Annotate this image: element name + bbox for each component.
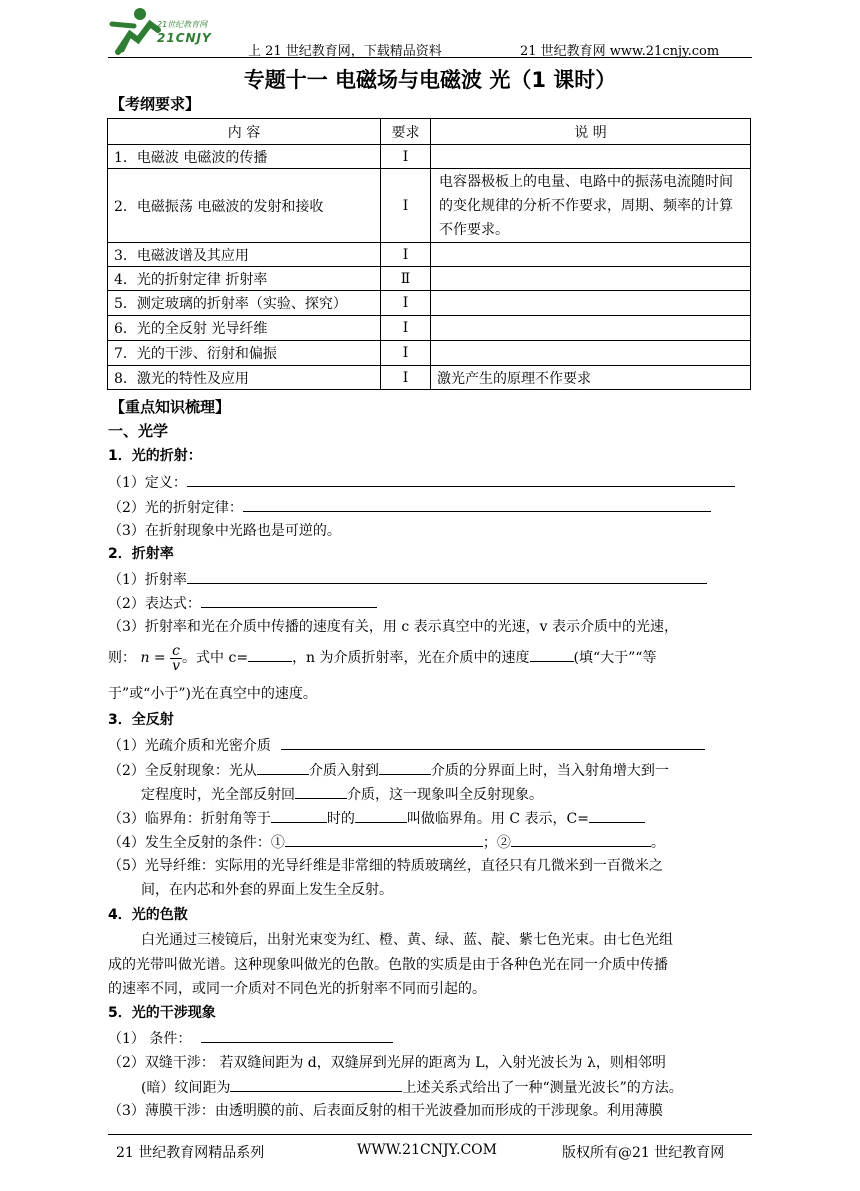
media-blank[interactable] bbox=[281, 735, 705, 750]
footer-copyright: 版权所有@21 世纪教育网 bbox=[562, 1145, 725, 1161]
row-content: 4．光的折射定律 折射率 bbox=[108, 267, 381, 291]
s1-reversible: （3）在折射现象中光路也是可逆的。 bbox=[108, 523, 341, 539]
table-row bbox=[108, 341, 751, 366]
s2-n-text: ，n 为介质折射率，光在介质中的速度 bbox=[292, 650, 530, 666]
refraction-angle-blank[interactable] bbox=[271, 808, 327, 823]
fringe-spacing-blank[interactable] bbox=[230, 1077, 402, 1092]
row-content: 5．测定玻璃的折射率（实验、探究） bbox=[108, 291, 381, 316]
table-row bbox=[108, 291, 751, 316]
table-header-row bbox=[108, 119, 751, 145]
s5-thin-film: （3）薄膜干涉：由透明膜的前、后表面反射的相干光波叠加而形成的干涉现象。利用薄膜 bbox=[108, 1103, 663, 1119]
row-level: Ⅰ bbox=[381, 145, 431, 169]
table-row bbox=[108, 169, 751, 243]
table-row bbox=[108, 145, 751, 169]
row-note bbox=[431, 316, 751, 341]
table-row bbox=[108, 316, 751, 341]
s3-fiber: （5）光导纤维：实际用的光导纤维是非常细的特质玻璃丝，直径只有几微米到一百微米之 bbox=[108, 858, 663, 874]
table-row bbox=[108, 267, 751, 291]
s1-title: 1．光的折射： bbox=[108, 448, 202, 464]
formula-lhs: n = bbox=[140, 650, 166, 666]
site-logo bbox=[108, 4, 228, 56]
from-medium-blank[interactable] bbox=[257, 760, 309, 775]
s3-phenomenon bbox=[108, 760, 669, 781]
s4-para-line2: 成的光带叫做光谱。这种现象叫做光的色散。色散的实质是由于各种色光在同一介质中传播 bbox=[108, 957, 668, 973]
row-content: 6．光的全反射 光导纤维 bbox=[108, 316, 381, 341]
definition-blank[interactable] bbox=[187, 472, 735, 487]
header-content: 内 容 bbox=[108, 119, 381, 145]
row-note bbox=[431, 341, 751, 366]
s3-conditions bbox=[108, 832, 665, 853]
law-blank[interactable] bbox=[243, 497, 711, 512]
s3-cond-c: 。 bbox=[650, 835, 665, 851]
s5-condition bbox=[108, 1028, 393, 1049]
s1-law-label: （2）光的折射定律： bbox=[108, 500, 243, 516]
section-zhongdian: 【重点知识梳理】 bbox=[110, 398, 231, 416]
s1-definition bbox=[108, 472, 735, 493]
s5-fringe-a: (暗）纹间距为 bbox=[141, 1080, 231, 1096]
fraction-denominator: v bbox=[172, 657, 181, 674]
runner-logo-icon bbox=[108, 4, 168, 56]
s3-title: 3．全反射 bbox=[108, 712, 174, 728]
row-note: 电容器极板上的电量、电路中的振荡电流随时间的变化规律的分析不作要求，周期、频率的计算不作要求。 bbox=[431, 169, 751, 243]
row-note bbox=[431, 243, 751, 267]
row-level: Ⅰ bbox=[381, 169, 431, 243]
row-content: 1．电磁波 电磁波的传播 bbox=[108, 145, 381, 169]
footer-url: WWW.21CNJY.COM bbox=[357, 1142, 497, 1158]
section-kaogang: 【考纲要求】 bbox=[110, 95, 201, 113]
s3-crit-b: 时的 bbox=[326, 811, 355, 827]
row-note bbox=[431, 291, 751, 316]
requirements-table bbox=[107, 118, 751, 390]
s2-title: 2．折射率 bbox=[108, 546, 174, 562]
row-level: Ⅰ bbox=[381, 291, 431, 316]
interference-condition-blank[interactable] bbox=[201, 1028, 393, 1043]
row-level: Ⅰ bbox=[381, 341, 431, 366]
s2-fill-hint: (填“大于”“等 bbox=[573, 650, 657, 666]
s2-speed-text: （3）折射率和光在介质中传播的速度有关，用 c 表示真空中的光速，v 表示介质中的光速， bbox=[108, 619, 679, 635]
s4-title: 4．光的色散 bbox=[108, 907, 188, 923]
page-title: 专题十一 电磁场与电磁波 光（1 课时） bbox=[243, 68, 617, 92]
header-site: 21 世纪教育网 www.21cnjy.com bbox=[520, 44, 720, 59]
row-content: 3．电磁波谱及其应用 bbox=[108, 243, 381, 267]
condition2-blank[interactable] bbox=[511, 832, 651, 847]
s3-cond-a: （4）发生全反射的条件：① bbox=[108, 835, 285, 851]
s1-definition-label: （1）定义： bbox=[108, 475, 187, 491]
index-blank[interactable] bbox=[187, 569, 707, 584]
header-level: 要求 bbox=[381, 119, 431, 145]
row-level: Ⅰ bbox=[381, 243, 431, 267]
header-divider bbox=[108, 57, 752, 58]
section-optics: 一、光学 bbox=[108, 422, 169, 440]
s4-para-line3: 的速率不同，或同一介质对不同色光的折射率不同而引起的。 bbox=[108, 981, 486, 997]
row-content: 7．光的干涉、衍射和偏振 bbox=[108, 341, 381, 366]
s3-phen-a: （2）全反射现象：光从 bbox=[108, 763, 257, 779]
s2-index-label: （1）折射率 bbox=[108, 572, 187, 588]
s3-crit-c: 叫做临界角。用 C 表示，C= bbox=[406, 811, 589, 827]
footer-divider bbox=[108, 1134, 752, 1135]
s2-index bbox=[108, 569, 707, 590]
s3-cond-b: ；② bbox=[482, 835, 511, 851]
s3-fiber-cont: 间，在内芯和外套的界面上发生全反射。 bbox=[141, 882, 393, 898]
s3-critical-angle bbox=[108, 808, 645, 829]
row-level: Ⅱ bbox=[381, 267, 431, 291]
s3-media-label: （1）光疏介质和光密介质 bbox=[108, 738, 271, 754]
row-content: 2．电磁振荡 电磁波的发射和接收 bbox=[108, 169, 381, 243]
header-slogan: 上 21 世纪教育网，下载精品资料 bbox=[248, 44, 442, 59]
s3-phen-d: 定程度时，光全部反射回 bbox=[141, 787, 295, 803]
s2-expression bbox=[108, 593, 377, 614]
critical-formula-blank[interactable] bbox=[589, 808, 645, 823]
back-medium-blank[interactable] bbox=[295, 784, 347, 799]
s4-para-line1: 白光通过三棱镜后，出射光束变为红、橙、黄、绿、蓝、靛、紫七色光束。由七色光组 bbox=[141, 932, 673, 948]
s3-phen-b: 介质入射到 bbox=[308, 763, 379, 779]
condition1-blank[interactable] bbox=[285, 832, 483, 847]
s5-fringe-c: 上述关系式给出了一种“测量光波长”的方法。 bbox=[402, 1080, 683, 1096]
row-level: Ⅰ bbox=[381, 366, 431, 390]
s5-title: 5．光的干涉现象 bbox=[108, 1005, 216, 1021]
to-medium-blank[interactable] bbox=[379, 760, 431, 775]
expression-blank[interactable] bbox=[201, 593, 377, 608]
s3-media bbox=[108, 735, 705, 756]
c-blank[interactable] bbox=[248, 647, 292, 662]
s3-phen-c: 介质的分界面上时，当入射角增大到一 bbox=[430, 763, 669, 779]
logo-caption: 21世纪教育网 bbox=[157, 20, 208, 29]
s5-cond-label: （1） 条件： bbox=[108, 1031, 192, 1047]
s2-then-label: 则： bbox=[108, 650, 136, 666]
footer-series: 21 世纪教育网精品系列 bbox=[116, 1145, 265, 1161]
fraction-numerator: c bbox=[170, 644, 182, 659]
s2-expression-label: （2）表达式： bbox=[108, 596, 201, 612]
s2-fill-hint-end: 于”或“小于”)光在真空中的速度。 bbox=[108, 686, 317, 702]
s5-double-slit: （2）双缝干涉： 若双缝间距为 d，双缝屏到光屏的距离为 L，入射光波长为 λ，则相邻明 bbox=[108, 1055, 666, 1071]
formula-fraction bbox=[170, 644, 182, 673]
incidence-angle-blank[interactable] bbox=[355, 808, 407, 823]
s2-formula-line bbox=[108, 642, 656, 674]
row-note bbox=[431, 145, 751, 169]
row-content: 8．激光的特性及应用 bbox=[108, 366, 381, 390]
s1-law bbox=[108, 497, 711, 518]
row-level: Ⅰ bbox=[381, 316, 431, 341]
row-note: 激光产生的原理不作要求 bbox=[431, 366, 751, 390]
s3-phen-e: 介质，这一现象叫全反射现象。 bbox=[347, 787, 543, 803]
speed-compare-blank[interactable] bbox=[530, 647, 574, 662]
s3-crit-a: （3）临界角：折射角等于 bbox=[108, 811, 271, 827]
logo-text: 21CNJY bbox=[157, 31, 212, 45]
s3-phenomenon-cont bbox=[141, 784, 543, 805]
row-note bbox=[431, 267, 751, 291]
table-row bbox=[108, 243, 751, 267]
header-note: 说 明 bbox=[431, 119, 751, 145]
s5-fringe bbox=[141, 1077, 683, 1098]
table-row bbox=[108, 366, 751, 390]
s2-c-label: 。式中 c= bbox=[182, 650, 249, 666]
